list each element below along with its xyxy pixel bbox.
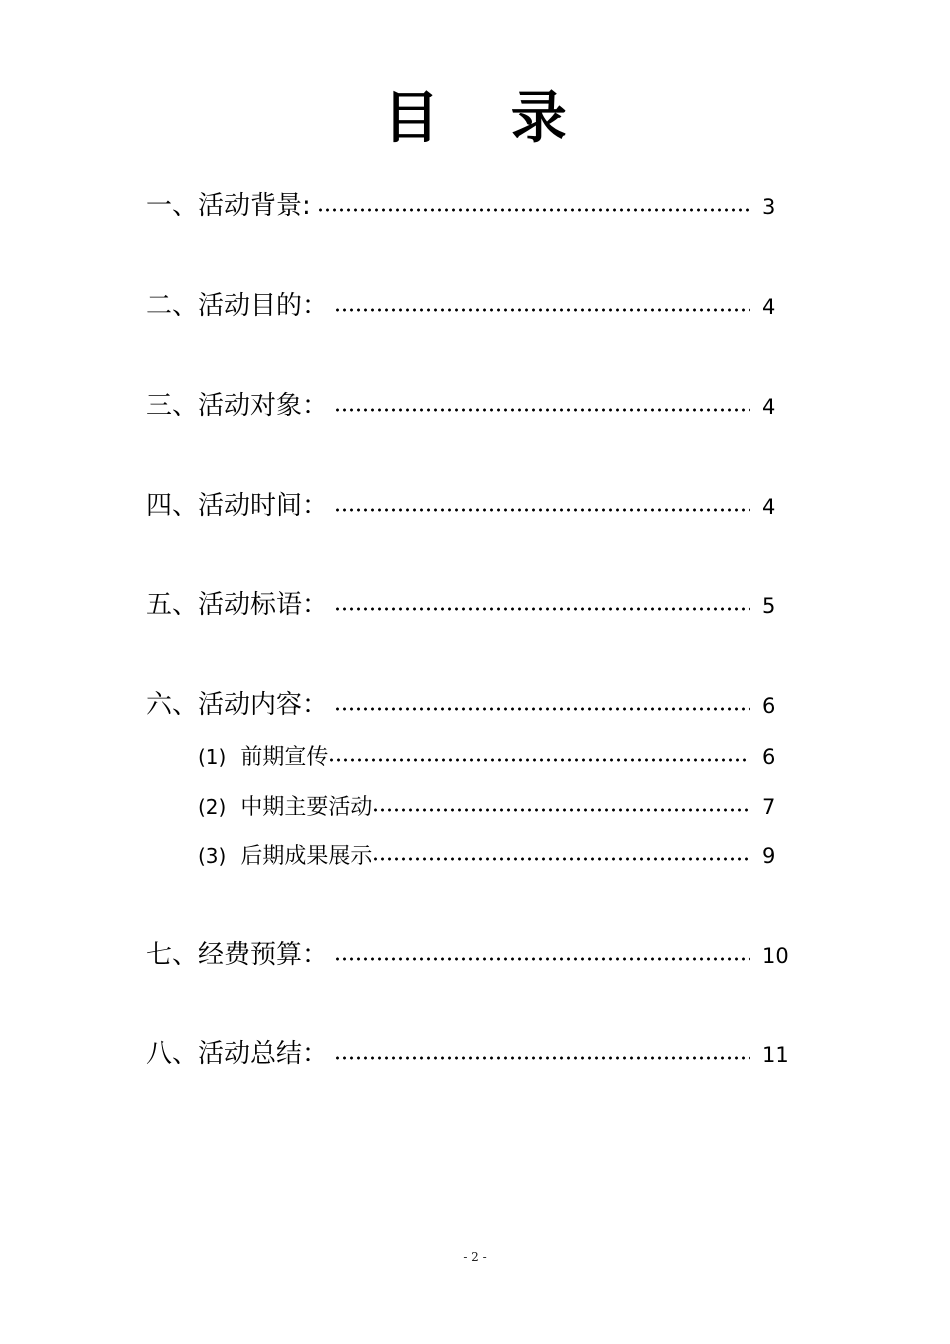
- toc-entry-label: 三、活动对象：: [146, 391, 329, 421]
- dot-leader: [334, 1055, 750, 1061]
- toc-page-number: 3: [762, 195, 776, 219]
- toc-page-number: 10: [762, 944, 789, 968]
- dot-leader: [372, 856, 750, 862]
- toc-page-number: 11: [762, 1043, 789, 1067]
- toc-page-number: 4: [762, 495, 776, 519]
- toc-entry-summary[interactable]: [146, 1034, 796, 1070]
- toc-subentry-results[interactable]: [198, 835, 796, 871]
- toc-page-number: 5: [762, 594, 776, 618]
- toc-entry-label: [198, 793, 372, 822]
- dot-leader: [328, 757, 750, 763]
- toc-sub-label: 后期成果展示: [240, 844, 373, 869]
- dot-leader: [334, 706, 750, 712]
- toc-entry-background[interactable]: [146, 186, 796, 222]
- toc-entry-label: 一、活动背景:: [146, 191, 311, 221]
- toc-entry-label: 四、活动时间：: [146, 491, 329, 521]
- toc-entry-label: 八、活动总结：: [146, 1039, 329, 1069]
- toc-page-number: 7: [762, 795, 776, 819]
- dot-leader: [334, 307, 750, 313]
- toc-entry-budget[interactable]: [146, 935, 796, 971]
- toc-entry-label: 五、活动标语：: [146, 590, 329, 620]
- toc-entry-label: 七、经费预算：: [146, 940, 329, 970]
- toc-page-number: 4: [762, 295, 776, 319]
- toc-entry-label: 六、活动内容：: [146, 690, 329, 720]
- toc-page-number: 4: [762, 395, 776, 419]
- dot-leader: [372, 807, 750, 813]
- toc-subentry-promotion[interactable]: [198, 736, 796, 772]
- toc-page-number: 9: [762, 844, 776, 868]
- toc-entry-label: [198, 842, 372, 871]
- dot-leader: [334, 507, 750, 513]
- page-footer-number: - 2 -: [463, 1250, 487, 1264]
- toc-title: 目 录: [383, 86, 593, 151]
- toc-sub-number: (2): [198, 795, 227, 819]
- dot-leader: [334, 606, 750, 612]
- toc-entry-time[interactable]: [146, 486, 796, 522]
- toc-entry-slogan[interactable]: [146, 585, 796, 621]
- toc-sub-number: (3): [198, 844, 227, 868]
- toc-entry-purpose[interactable]: [146, 286, 796, 322]
- toc-entry-content[interactable]: [146, 685, 796, 721]
- dot-leader: [334, 407, 750, 413]
- toc-entry-audience[interactable]: [146, 386, 796, 422]
- toc-sub-label: 前期宣传: [240, 745, 329, 770]
- toc-entry-label: 二、活动目的：: [146, 291, 329, 321]
- toc-entry-label: [198, 743, 328, 772]
- toc-page-number: 6: [762, 745, 776, 769]
- toc-sub-number: (1): [198, 745, 227, 769]
- toc-subentry-main-activities[interactable]: [198, 786, 796, 822]
- toc-sub-label: 中期主要活动: [240, 795, 373, 820]
- toc-page-number: 6: [762, 694, 776, 718]
- dot-leader: [334, 956, 750, 962]
- dot-leader: [317, 207, 750, 213]
